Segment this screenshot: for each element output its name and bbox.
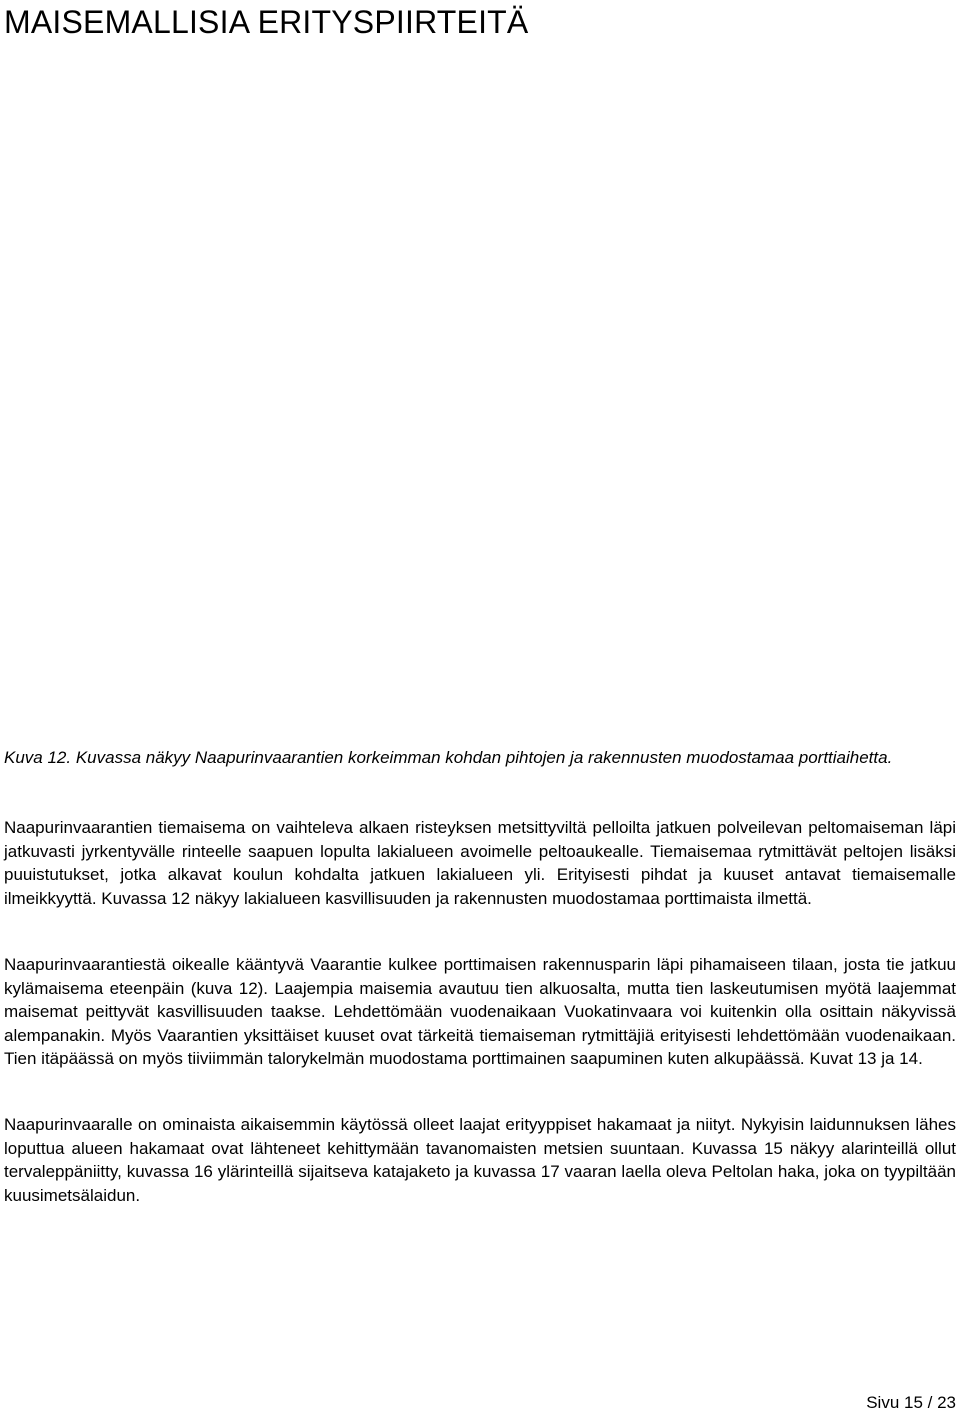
page-number: Sivu 15 / 23 — [866, 1393, 956, 1412]
figure-placeholder — [4, 60, 956, 740]
figure-caption: Kuva 12. Kuvassa näkyy Naapurinvaarantien korkeimman kohdan pihtojen ja rakennusten muodostamaa porttiaihetta. — [4, 748, 893, 767]
page-title: MAISEMALLISIA ERITYSPIIRTEITÄ — [4, 4, 529, 40]
body-paragraph: Naapurinvaarantiestä oikealle kääntyvä Vaarantie kulkee porttimaisen rakennusparin läpi pihamaiseen tilaan, josta tie jatkuu kylämaisema eteenpäin (kuva 12). Laajempia maisemia avautuu tien alkuosalta, mutta tien laskeutumisen myötä laajemmat maisemat peittyvät kasvillisuuden taakse. Lehdettömään vuodenaikaan Vuokatinvaara voi kuitenkin olla osittain näkyvissä alempanakin. Myös Vaarantien yksittäiset kuuset ovat tärkeitä tiemaiseman rytmittäjiä erityisesti lehdettömään vuodenaikaan. Tien itäpäässä on myös tiiviimmän talorykelmän muodostama porttimainen saapuminen kuten alkupäässä. Kuvat 13 ja 14. — [4, 955, 956, 1068]
body-paragraph: Naapurinvaaralle on ominaista aikaisemmin käytössä olleet laajat erityyppiset hakamaat ja niityt. Nykyisin laidunnuksen lähes loputtua alueen hakamaat ovat lähteneet kehittymään tavanomaisten metsien suuntaan. Kuvassa 15 näkyy alarinteillä ollut tervaleppäniitty, kuvassa 16 ylärinteillä sijaitseva katajaketo ja kuvassa 17 vaaran laella oleva Peltolan haka, joka on tyypiltään kuusimetsälaidun. — [4, 1115, 956, 1205]
body-paragraph: Naapurinvaarantien tiemaisema on vaihteleva alkaen risteyksen metsittyviltä pelloilta jatkuen polveilevan peltomaiseman läpi jatkuvasti jyrkentyvälle rinteelle saapuen lopulta lakialueen avoimelle peltoaukealle. Tiemaisemaa rytmittävät peltojen lisäksi puuistutukset, jotka alkavat koulun kohdalta jatkuen lakialueen yli. Erityisesti pihdat ja kuuset antavat tiemaisemalle ilmeikkyyttä. Kuvassa 12 näkyy lakialueen kasvillisuuden ja rakennusten muodostamaa porttimaista ilmettä. — [4, 818, 956, 908]
